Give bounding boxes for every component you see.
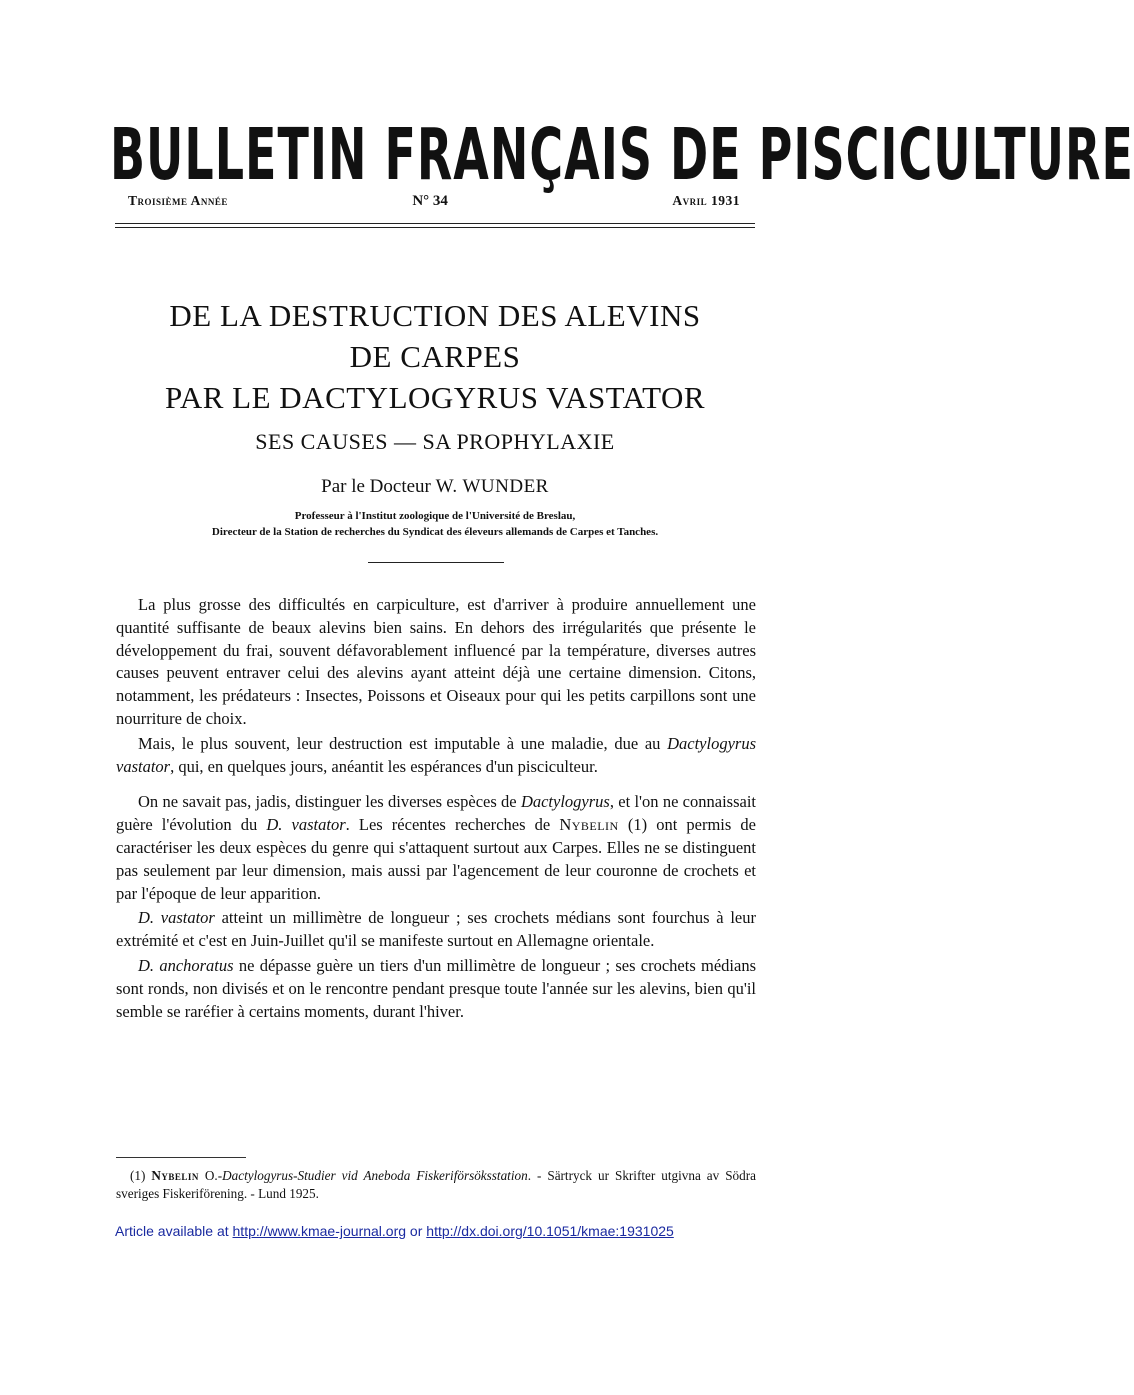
- paragraph-3-text-d: (1) ont permis de caractériser les deux espèces du genre qui s'attaquent surtout aux Carpes. Elles ne se distinguent pas seulement par leur dimension, mais aussi par l'agencement de leur couronne de crochets et par l'époque de leur apparition.: [116, 815, 757, 903]
- paragraph-3: [116, 791, 756, 905]
- paragraph-3-text-a: On ne savait pas, jadis, distinguer les diverses espèces de: [138, 792, 521, 812]
- title-separator-rule: [368, 562, 504, 563]
- paragraph-2: [116, 733, 756, 779]
- article-title-line-3: PAR LE DACTYLOGYRUS VASTATOR: [164, 380, 706, 415]
- footnote-author: Nybelin: [151, 1168, 199, 1183]
- paragraph-3-text-b: , et l'on ne connaissait guère l'évolution du: [116, 792, 757, 835]
- header-rule-bottom: [115, 227, 755, 228]
- availability-prefix: Article available at: [115, 1223, 233, 1239]
- footnote-marker: (1): [130, 1168, 152, 1183]
- issue-info-line: [128, 190, 740, 212]
- footnote-rule: [116, 1157, 246, 1158]
- paragraph-1: La plus grosse des difficultés en carpiculture, est d'arriver à produire annuellement une quantité suffisante de beaux alevins bien sains. En dehors des irrégularités que présente le développement du frai, souvent défavorablement influencé par la température, diverses autres causes peuvent entraver celui des alevins ayant atteint déjà une certaine dimension. Citons, notamment, les prédateurs : Insectes, Poissons et Oiseaux pour qui les petits carpillons sont une nourriture de choix.: [116, 595, 756, 728]
- journal-masthead-text: BULLETIN FRANÇAIS DE PISCICULTURE: [110, 112, 1134, 196]
- article-title-line-1: DE LA DESTRUCTION DES ALEVINS: [169, 298, 701, 333]
- footnote-title: Dactylogyrus-Studier vid Aneboda Fiskeriförsöksstation: [222, 1168, 528, 1183]
- availability-line: [115, 1223, 674, 1239]
- article-title-line-2: DE CARPES: [349, 339, 521, 374]
- paragraph-5-text: ne dépasse guère un tiers d'un millimètre de longueur ; ses crochets médians sont ronds, non divisés et on le rencontre pendant presque toute l'année sur les alevins, bien qu'il semble se raréfier à certains moments, durant l'hiver.: [116, 955, 756, 1021]
- journal-masthead: [110, 112, 1134, 196]
- cited-author: Nybelin: [559, 815, 619, 835]
- paragraph-5: [116, 955, 756, 1023]
- article-body: [116, 594, 756, 1023]
- footnote-text-a: O.-: [198, 1168, 223, 1183]
- byline: [115, 476, 755, 498]
- footnote: [116, 1167, 756, 1203]
- species-name: D. anchoratus: [138, 955, 234, 975]
- paragraph-2-text-b: , qui, en quelques jours, anéantit les espérances d'un pisciculteur.: [170, 756, 598, 776]
- byline-prefix: Par le Docteur: [321, 476, 436, 497]
- author-affiliation-2: Directeur de la Station de recherches du Syndicat des éleveurs allemands de Carpes et Tanches.: [211, 526, 659, 538]
- article-subtitle: SES CAUSES — SA PROPHYLAXIE: [255, 429, 615, 454]
- availability-connector: or: [406, 1223, 427, 1239]
- species-name: Dactylogyrus vastator: [116, 733, 756, 776]
- paragraph-2-text-a: Mais, le plus souvent, leur destruction est imputable à une maladie, due au: [138, 733, 668, 753]
- footnote-text: [116, 1167, 756, 1203]
- paragraph-4-text: atteint un millimètre de longueur ; ses crochets médians sont fourchus à leur extrémité et c'est en Juin-Juillet qu'il se manifeste surtout en Allemagne orientale.: [116, 908, 756, 951]
- footnote-text-b: . - Särtryck ur Skrifter utgivna av Södra sveriges Fiskeriförening. - Lund 1925.: [116, 1168, 756, 1201]
- species-name: D. vastator: [266, 815, 346, 835]
- issue-number: N° 34: [412, 192, 448, 209]
- species-name: D. vastator: [138, 908, 215, 928]
- header-rule-top: [115, 223, 755, 224]
- paragraph-4: [116, 907, 756, 953]
- doi-link[interactable]: http://dx.doi.org/10.1051/kmae:1931025: [426, 1223, 674, 1239]
- year-label: Troisième Année: [128, 193, 228, 208]
- issue-date: Avril 1931: [672, 193, 740, 208]
- journal-link[interactable]: http://www.kmae-journal.org: [232, 1223, 407, 1239]
- author-name: W. WUNDER: [435, 476, 549, 497]
- author-affiliation-1: Professeur à l'Institut zoologique de l'Université de Breslau,: [294, 510, 576, 522]
- paragraph-3-text-c: . Les récentes recherches de: [345, 815, 560, 835]
- genus-name: Dactylogyrus: [520, 792, 610, 812]
